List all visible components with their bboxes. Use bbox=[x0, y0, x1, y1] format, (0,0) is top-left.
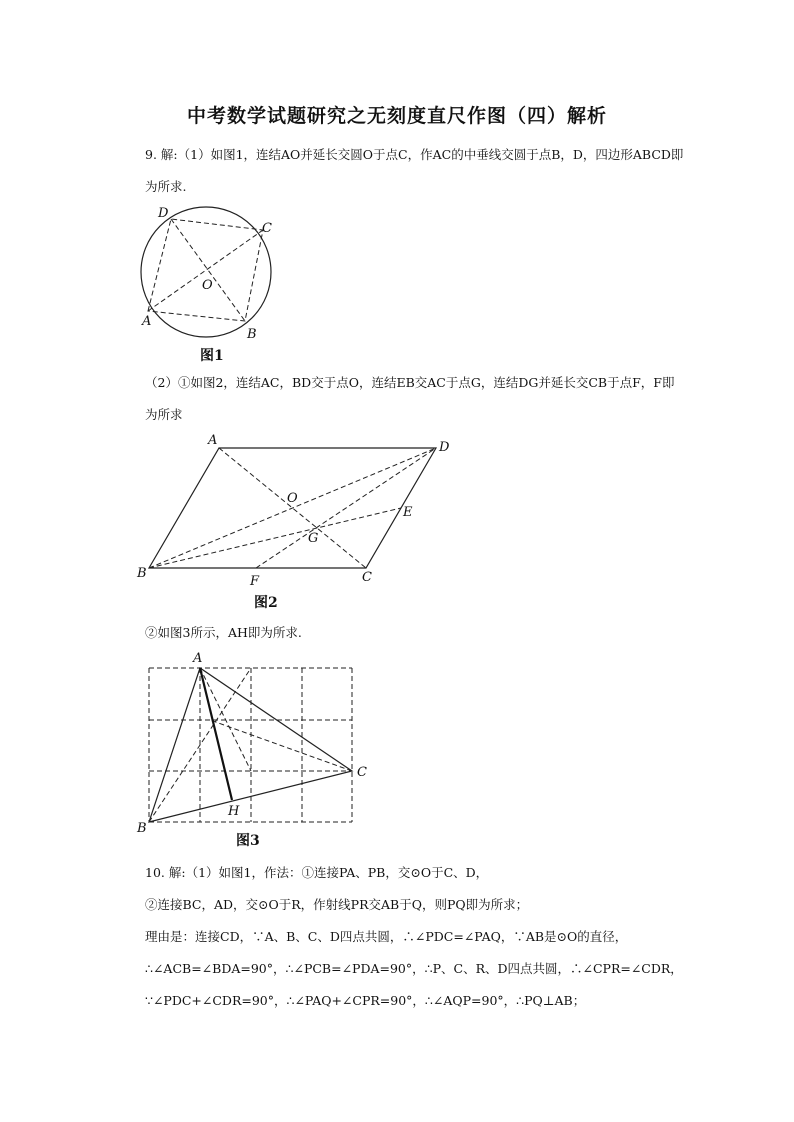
fig1-label-o: O bbox=[202, 278, 213, 293]
fig3-label-h: H bbox=[228, 804, 240, 819]
q10-text-line5: ∵∠PDC+∠CDR=90°，∴∠PAQ+∠CPR=90°，∴∠AQP=90°，∴PQ⊥AB； bbox=[145, 993, 586, 1008]
fig1-label-b: B bbox=[247, 327, 257, 342]
q9-part1-text-line1: 9. 解:（1）如图1，连结AO并延长交圆O于点C，作AC的中垂线交圆于点B，D，四边形ABCD即 bbox=[145, 147, 684, 162]
figure-3-caption: 图3 bbox=[236, 833, 260, 849]
fig1-label-c: C bbox=[262, 221, 272, 236]
fig1-label-a: A bbox=[142, 314, 152, 329]
fig2-label-f: F bbox=[250, 574, 260, 589]
dashed-grid bbox=[149, 668, 352, 822]
fig2-label-d: D bbox=[439, 440, 450, 455]
fig2-label-b: B bbox=[137, 566, 147, 581]
page-title: 中考数学试题研究之无刻度直尺作图（四）解析 bbox=[186, 105, 607, 127]
q9-part2-text-line2: 为所求 bbox=[145, 407, 183, 422]
fig3-label-c: C bbox=[357, 765, 367, 780]
q9-part1-text-line2: 为所求. bbox=[145, 179, 187, 194]
helper-line-c bbox=[210, 720, 352, 771]
q10-text-line1: 10. 解:（1）如图1，作法：①连接PA、PB，交⊙O于C、D， bbox=[145, 865, 489, 880]
fig1-label-d: D bbox=[158, 206, 169, 221]
q9-part2-text-line1: （2）①如图2，连结AC，BD交于点O，连结EB交AC于点G，连结DG并延长交CB于点F，F即 bbox=[145, 375, 675, 390]
q10-text-line4: ∴∠ACB=∠BDA=90°，∴∠PCB=∠PDA=90°，∴P、C、R、D四点共圆，∴∠CPR=∠CDR， bbox=[145, 961, 683, 976]
fig2-label-c: C bbox=[362, 570, 372, 585]
fig2-label-e: E bbox=[403, 505, 413, 520]
figure-1-caption: 图1 bbox=[200, 348, 224, 364]
fig2-label-o: O bbox=[287, 491, 298, 506]
q9-part3-text: ②如图3所示，AH即为所求. bbox=[145, 625, 302, 640]
segment-ah bbox=[200, 668, 232, 800]
fig2-label-a: A bbox=[208, 433, 218, 448]
q10-text-line3: 理由是：连接CD，∵A、B、C、D四点共圆，∴∠PDC=∠PAQ，∵AB是⊙O的直径， bbox=[145, 929, 628, 944]
figure-2-caption: 图2 bbox=[254, 595, 278, 611]
fig3-label-b: B bbox=[137, 821, 147, 836]
q10-text-line2: ②连接BC，AD，交⊙O于R，作射线PR交AB于Q，则PQ即为所求； bbox=[145, 897, 529, 912]
fig2-label-g: G bbox=[308, 531, 319, 546]
fig3-label-a: A bbox=[193, 651, 203, 666]
